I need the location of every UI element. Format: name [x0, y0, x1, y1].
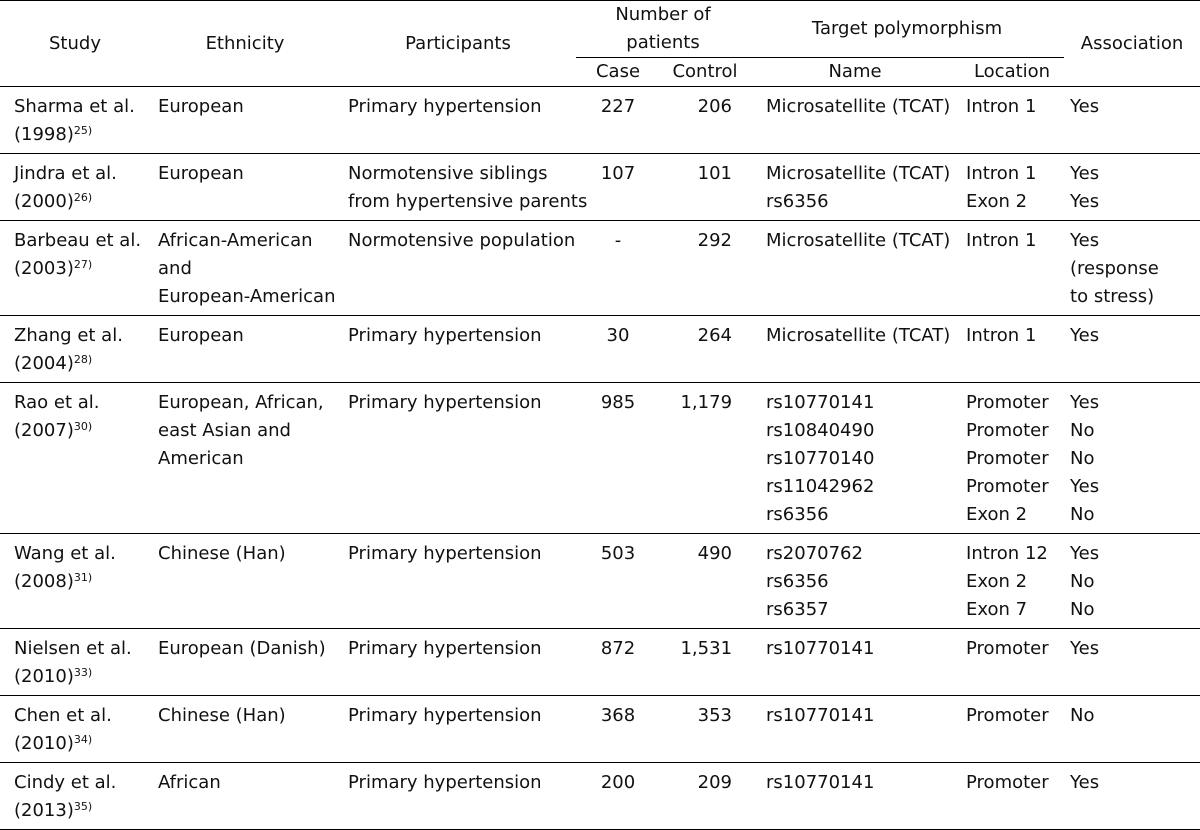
study-year: (1998)	[14, 124, 74, 145]
association-cell-line: Yes	[1070, 230, 1100, 251]
study-cell	[0, 221, 150, 316]
participants-cell	[340, 696, 576, 763]
case-cell: 503	[600, 543, 636, 564]
ethnicity-cell	[150, 221, 340, 316]
header-target-polymorphism: Target polymorphism	[750, 1, 1064, 58]
polymorphism-name-cell	[750, 87, 960, 154]
participants-cell	[340, 383, 576, 534]
study-year-line	[14, 121, 150, 149]
association-cell	[1064, 696, 1200, 763]
location-cell-line: Intron 1	[966, 163, 1037, 184]
location-cell-line: Promoter	[966, 392, 1049, 413]
participants-cell-line: Primary hypertension	[348, 705, 542, 726]
ethnicity-cell	[150, 154, 340, 221]
header-name: Name	[750, 58, 960, 87]
study-year-line	[14, 797, 150, 825]
study-year: (2010)	[14, 666, 74, 687]
table-row	[0, 154, 1200, 221]
reference-superscript: 28)	[73, 353, 93, 366]
ethnicity-cell-line: European-American	[158, 286, 336, 307]
polymorphism-name-cell	[750, 154, 960, 221]
header-association: Association	[1064, 1, 1200, 87]
association-cell-line: No	[1070, 448, 1095, 469]
reference-superscript: 34)	[73, 733, 93, 746]
association-cell-line: Yes	[1070, 476, 1100, 497]
location-cell	[960, 87, 1064, 154]
ethnicity-cell-line: European, African,	[158, 392, 324, 413]
control-cell: 206	[697, 96, 733, 117]
study-year: (2003)	[14, 258, 74, 279]
association-cell-line: No	[1070, 705, 1095, 726]
control-cell: 1,179	[680, 392, 733, 413]
reference-superscript: 26)	[73, 191, 93, 204]
study-year-line	[14, 730, 150, 758]
location-cell	[960, 221, 1064, 316]
study-cell	[0, 534, 150, 629]
polymorphism-name-cell-line: rs6357	[766, 599, 829, 620]
polymorphism-name-cell-line: Microsatellite (TCAT)	[766, 230, 951, 251]
ethnicity-cell	[150, 696, 340, 763]
participants-cell	[340, 221, 576, 316]
case-cell: 30	[606, 325, 630, 346]
polymorphism-name-cell-line: rs6356	[766, 191, 829, 212]
participants-cell-line: Primary hypertension	[348, 392, 542, 413]
study-year-line	[14, 568, 150, 596]
location-cell-line: Promoter	[966, 705, 1049, 726]
location-cell-line: Exon 7	[966, 599, 1028, 620]
study-year-line	[14, 255, 150, 283]
case-cell: 985	[600, 392, 636, 413]
association-cell-line: Yes	[1070, 638, 1100, 659]
control-cell: 264	[697, 325, 733, 346]
ethnicity-cell	[150, 87, 340, 154]
reference-superscript: 31)	[73, 571, 93, 584]
study-year: (2007)	[14, 420, 74, 441]
study-year: (2008)	[14, 571, 74, 592]
polymorphism-name-cell	[750, 383, 960, 534]
location-cell	[960, 316, 1064, 383]
header-number-of-patients: Number of patients	[576, 1, 750, 58]
ethnicity-cell-line: European (Danish)	[158, 638, 326, 659]
participants-cell-line: Normotensive population	[348, 230, 576, 251]
polymorphism-name-cell	[750, 534, 960, 629]
association-cell	[1064, 629, 1200, 696]
study-year-line	[14, 417, 150, 445]
control-cell: 101	[697, 163, 733, 184]
polymorphism-name-cell-line: rs11042962	[766, 476, 875, 497]
control-cell: 209	[697, 772, 733, 793]
case-cell: 872	[600, 638, 636, 659]
association-cell-line: Yes	[1070, 772, 1100, 793]
polymorphism-name-cell	[750, 221, 960, 316]
case-cell: 200	[600, 772, 636, 793]
association-cell	[1064, 383, 1200, 534]
table-header	[0, 1, 1200, 87]
control-cell: 1,531	[680, 638, 733, 659]
participants-cell	[340, 154, 588, 221]
ethnicity-cell-line: Chinese (Han)	[158, 543, 286, 564]
case-cell: 368	[600, 705, 636, 726]
location-cell	[960, 534, 1064, 629]
control-cell: 490	[697, 543, 733, 564]
polymorphism-name-cell-line: rs10770141	[766, 392, 875, 413]
association-cell-line: Yes	[1070, 325, 1100, 346]
location-cell-line: Intron 1	[966, 96, 1037, 117]
association-cell	[1064, 87, 1200, 154]
location-cell	[960, 154, 1064, 221]
study-author: Cindy et al.	[14, 772, 117, 793]
study-author: Rao et al.	[14, 392, 100, 413]
table-row	[0, 534, 1200, 629]
ethnicity-cell-line: African-American	[158, 230, 313, 251]
polymorphism-name-cell-line: rs10840490	[766, 420, 875, 441]
association-cell-line: No	[1070, 504, 1095, 525]
polymorphism-name-cell	[750, 629, 960, 696]
control-cell: 353	[697, 705, 733, 726]
association-cell-line: (response	[1070, 258, 1159, 279]
table-row	[0, 316, 1200, 383]
reference-superscript: 25)	[73, 124, 93, 137]
participants-cell-line: Primary hypertension	[348, 772, 542, 793]
participants-cell	[340, 534, 576, 629]
study-cell	[0, 316, 150, 383]
study-cell	[0, 154, 150, 221]
polymorphism-name-cell-line: rs2070762	[766, 543, 863, 564]
study-author: Sharma et al.	[14, 96, 135, 117]
association-cell-line: Yes	[1070, 392, 1100, 413]
study-author: Wang et al.	[14, 543, 116, 564]
study-year: (2000)	[14, 191, 74, 212]
association-cell	[1064, 154, 1200, 221]
table-row	[0, 629, 1200, 696]
table-row	[0, 221, 1200, 316]
study-year-line	[14, 350, 150, 378]
ethnicity-cell-line: European	[158, 163, 244, 184]
location-cell-line: Exon 2	[966, 191, 1028, 212]
study-cell	[0, 87, 150, 154]
study-cell	[0, 383, 150, 534]
location-cell-line: Promoter	[966, 772, 1049, 793]
table-body	[0, 87, 1200, 830]
ethnicity-cell	[150, 629, 340, 696]
location-cell	[960, 696, 1064, 763]
study-year: (2013)	[14, 800, 74, 821]
location-cell-line: Intron 1	[966, 230, 1037, 251]
study-cell	[0, 629, 150, 696]
reference-superscript: 30)	[73, 420, 93, 433]
location-cell-line: Promoter	[966, 420, 1049, 441]
control-cell: 292	[697, 230, 733, 251]
participants-cell	[340, 87, 576, 154]
association-cell	[1064, 221, 1200, 316]
table-row	[0, 383, 1200, 534]
participants-cell-line: from hypertensive parents	[348, 191, 588, 212]
participants-cell-line: Primary hypertension	[348, 96, 542, 117]
case-cell: -	[614, 230, 622, 251]
association-cell-line: Yes	[1070, 543, 1100, 564]
participants-cell-line: Primary hypertension	[348, 325, 542, 346]
case-cell: 227	[600, 96, 636, 117]
reference-superscript: 27)	[73, 258, 93, 271]
polymorphism-name-cell-line: rs10770141	[766, 638, 875, 659]
ethnicity-cell-line: European	[158, 325, 244, 346]
association-cell-line: Yes	[1070, 163, 1100, 184]
study-author: Chen et al.	[14, 705, 112, 726]
polymorphism-name-cell-line: rs10770141	[766, 772, 875, 793]
study-year: (2004)	[14, 353, 74, 374]
location-cell	[960, 629, 1064, 696]
polymorphism-name-cell-line: Microsatellite (TCAT)	[766, 96, 951, 117]
study-author: Barbeau et al.	[14, 230, 142, 251]
polymorphism-name-cell	[750, 316, 960, 383]
polymorphism-name-cell	[750, 696, 960, 763]
association-cell	[1064, 316, 1200, 383]
location-cell-line: Exon 2	[966, 571, 1028, 592]
ethnicity-cell-line: east Asian and	[158, 420, 291, 441]
ethnicity-cell-line: European	[158, 96, 244, 117]
case-cell: 107	[600, 163, 636, 184]
polymorphism-name-cell-line: Microsatellite (TCAT)	[766, 163, 951, 184]
study-author: Zhang et al.	[14, 325, 123, 346]
participants-cell-line: Primary hypertension	[348, 638, 542, 659]
study-author: Jindra et al.	[14, 163, 117, 184]
ethnicity-cell	[150, 383, 340, 534]
table-row	[0, 87, 1200, 154]
table-row	[0, 696, 1200, 763]
reference-superscript: 35)	[73, 800, 93, 813]
ethnicity-cell-line: African	[158, 772, 221, 793]
location-cell-line: Promoter	[966, 476, 1049, 497]
participants-cell	[340, 316, 576, 383]
ethnicity-cell-line: and	[158, 258, 192, 279]
association-cell-line: Yes	[1070, 96, 1100, 117]
association-cell	[1064, 534, 1200, 629]
header-ethnicity: Ethnicity	[150, 1, 340, 87]
location-cell-line: Intron 1	[966, 325, 1037, 346]
polymorphism-name-cell-line: rs10770140	[766, 448, 875, 469]
participants-cell-line: Normotensive siblings	[348, 163, 548, 184]
ethnicity-cell-line: Chinese (Han)	[158, 705, 286, 726]
participants-cell-line: Primary hypertension	[348, 543, 542, 564]
polymorphism-name-cell-line: rs6356	[766, 571, 829, 592]
header-participants: Participants	[340, 1, 576, 87]
study-year: (2010)	[14, 733, 74, 754]
location-cell	[960, 383, 1064, 534]
association-cell-line: Yes	[1070, 191, 1100, 212]
participants-cell	[340, 629, 576, 696]
header-study: Study	[0, 1, 150, 87]
study-year-line	[14, 663, 150, 691]
association-cell-line: No	[1070, 571, 1095, 592]
study-cell	[0, 696, 150, 763]
polymorphism-name-cell-line: rs6356	[766, 504, 829, 525]
location-cell-line: Intron 12	[966, 543, 1048, 564]
header-case: Case	[576, 58, 660, 87]
reference-superscript: 33)	[73, 666, 93, 679]
association-cell-line: No	[1070, 420, 1095, 441]
header-location: Location	[960, 58, 1064, 87]
ethnicity-cell	[150, 316, 340, 383]
ethnicity-cell	[150, 534, 340, 629]
polymorphism-name-cell-line: rs10770141	[766, 705, 875, 726]
study-author: Nielsen et al.	[14, 638, 132, 659]
association-cell-line: No	[1070, 599, 1095, 620]
location-cell-line: Promoter	[966, 638, 1049, 659]
ethnicity-cell-line: American	[158, 448, 244, 469]
header-control: Control	[660, 58, 750, 87]
association-cell-line: to stress)	[1070, 286, 1155, 307]
location-cell-line: Exon 2	[966, 504, 1028, 525]
location-cell-line: Promoter	[966, 448, 1049, 469]
polymorphism-name-cell-line: Microsatellite (TCAT)	[766, 325, 951, 346]
study-year-line	[14, 188, 150, 216]
